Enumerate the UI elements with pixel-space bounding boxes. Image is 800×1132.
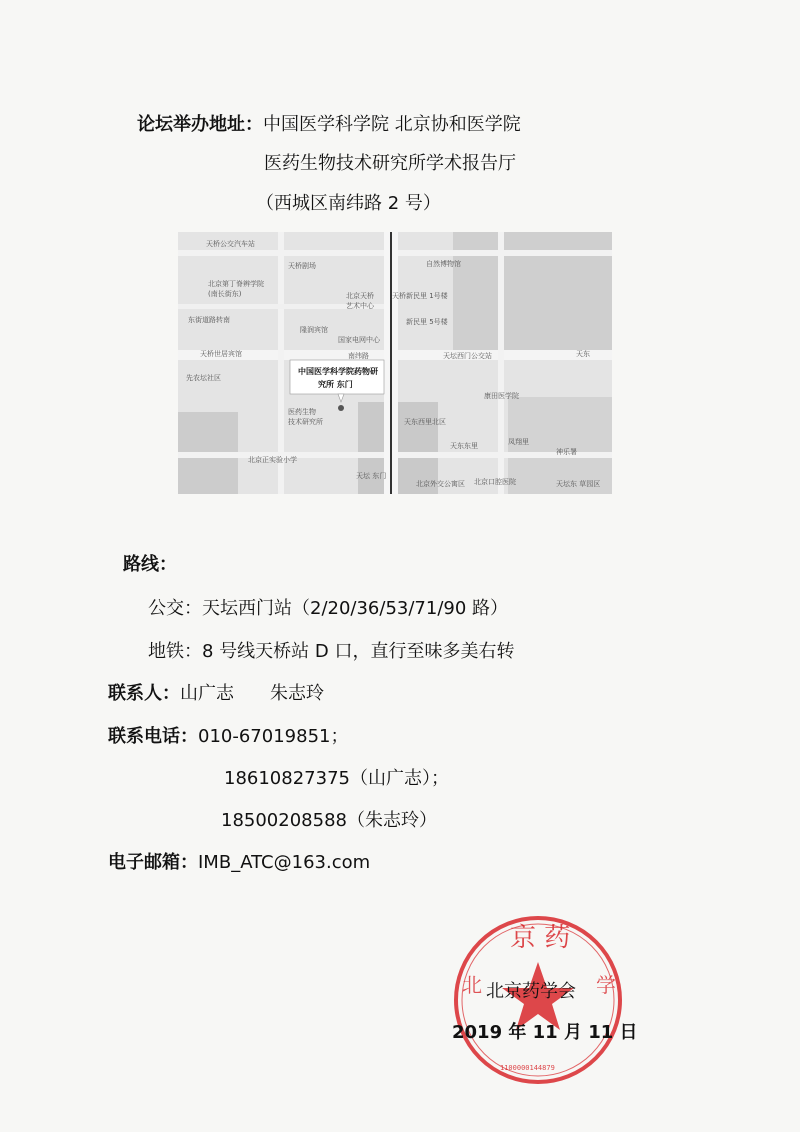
map-label-tiandong: 天东 bbox=[576, 350, 590, 358]
phone-3: 18500208588（朱志玲） bbox=[221, 810, 437, 831]
map-label-yaowu: 康田医学院 bbox=[484, 392, 519, 400]
phones-label: 联系电话： bbox=[108, 726, 198, 747]
venue-line3: （西城区南纬路 2 号） bbox=[256, 193, 441, 214]
map-label-park-gate: 北京外交公寓区 bbox=[416, 480, 465, 488]
map-label-medinst2: 技术研究所 bbox=[288, 418, 323, 426]
map-label-park-exit: 天坛 东门 bbox=[356, 472, 387, 480]
route-heading: 路线： bbox=[123, 554, 177, 575]
venue-line2: 医药生物技术研究所学术报告厅 bbox=[264, 153, 516, 174]
location-map bbox=[178, 232, 612, 494]
map-label-fengtai: 凤翔里 bbox=[508, 438, 529, 446]
contacts-label: 联系人： bbox=[108, 683, 180, 704]
email-row bbox=[108, 851, 370, 875]
map-label-xinmin5: 新民里 5号楼 bbox=[406, 318, 448, 326]
contacts-row bbox=[108, 682, 324, 706]
map-label-medinst1: 医药生物 bbox=[288, 408, 316, 416]
venue-label: 论坛举办地址： bbox=[137, 114, 263, 135]
map-label-theatre: 天桥剧场 bbox=[288, 262, 316, 270]
map-label-xiyuan: 先农坛社区 bbox=[186, 374, 221, 382]
destination-pin-icon bbox=[338, 405, 344, 411]
map-label-school-b: (南长街东) bbox=[208, 290, 242, 298]
seal-text-top: 京 药 bbox=[510, 923, 571, 953]
map-graphic bbox=[178, 232, 612, 494]
map-label-tianqiao-rd: 天桥世居宾馆 bbox=[200, 350, 242, 358]
map-label-metro: 天桥 bbox=[392, 292, 406, 300]
map-label-tiandong-north: 天东西里北区 bbox=[404, 418, 446, 426]
destination-line1: 中国医学科学院药物研 bbox=[298, 367, 378, 376]
map-label-museum: 自然博物馆 bbox=[426, 260, 461, 268]
route-metro: 地铁：8 号线天桥站 D 口，直行至味多美右转 bbox=[148, 641, 515, 662]
map-label-hospital: 北京口腔医院 bbox=[474, 478, 516, 486]
map-label-hotel: 隆润宾馆 bbox=[300, 326, 328, 334]
phone-1: 010-67019851； bbox=[198, 726, 349, 747]
contacts-names: 山广志 朱志玲 bbox=[180, 683, 324, 704]
map-label-school: 北京第丁脊辨学院 bbox=[208, 280, 264, 288]
seal-text-right: 学 bbox=[596, 973, 616, 997]
map-label-bus: 天桥公交汽车站 bbox=[206, 240, 255, 248]
map-label-art2: 艺术中心 bbox=[346, 302, 374, 310]
map-label-tiantan-west: 天坛西门公交站 bbox=[443, 352, 492, 360]
venue-row bbox=[137, 113, 521, 137]
map-label-xinmin1: 新民里 1号楼 bbox=[406, 292, 448, 300]
signature-org: 北京药学会 bbox=[486, 981, 576, 1002]
signature-date: 2019 年 11 月 11 日 bbox=[452, 1022, 638, 1043]
seal-serial: 1100000144879 bbox=[500, 1064, 555, 1072]
seal-text-left: 北 bbox=[462, 973, 482, 997]
map-label-art: 北京天桥 bbox=[346, 292, 374, 300]
map-label-school2: 北京正实验小学 bbox=[248, 456, 297, 464]
map-label-shenle: 神乐署 bbox=[556, 448, 577, 456]
map-label-dongjie: 东街道路转南 bbox=[188, 316, 230, 324]
road-east bbox=[498, 232, 504, 494]
map-label-bank: 国家电网中心 bbox=[338, 336, 380, 344]
destination-line2: 究所 东门 bbox=[318, 380, 353, 389]
route-bus: 公交：天坛西门站（2/20/36/53/71/90 路） bbox=[148, 598, 509, 619]
map-label-dongli: 天东东里 bbox=[450, 442, 478, 450]
phones-row bbox=[108, 725, 348, 749]
map-label-tiantan-village: 天坛东 草园区 bbox=[556, 480, 601, 488]
email-value: IMB_ATC@163.com bbox=[198, 852, 371, 873]
venue-line1: 中国医学科学院 北京协和医学院 bbox=[263, 114, 521, 135]
road-west bbox=[278, 232, 284, 494]
phone-2: 18610827375（山广志）； bbox=[224, 768, 449, 789]
map-label-nanwei: 南纬路 bbox=[348, 352, 369, 360]
email-label: 电子邮箱： bbox=[108, 852, 198, 873]
